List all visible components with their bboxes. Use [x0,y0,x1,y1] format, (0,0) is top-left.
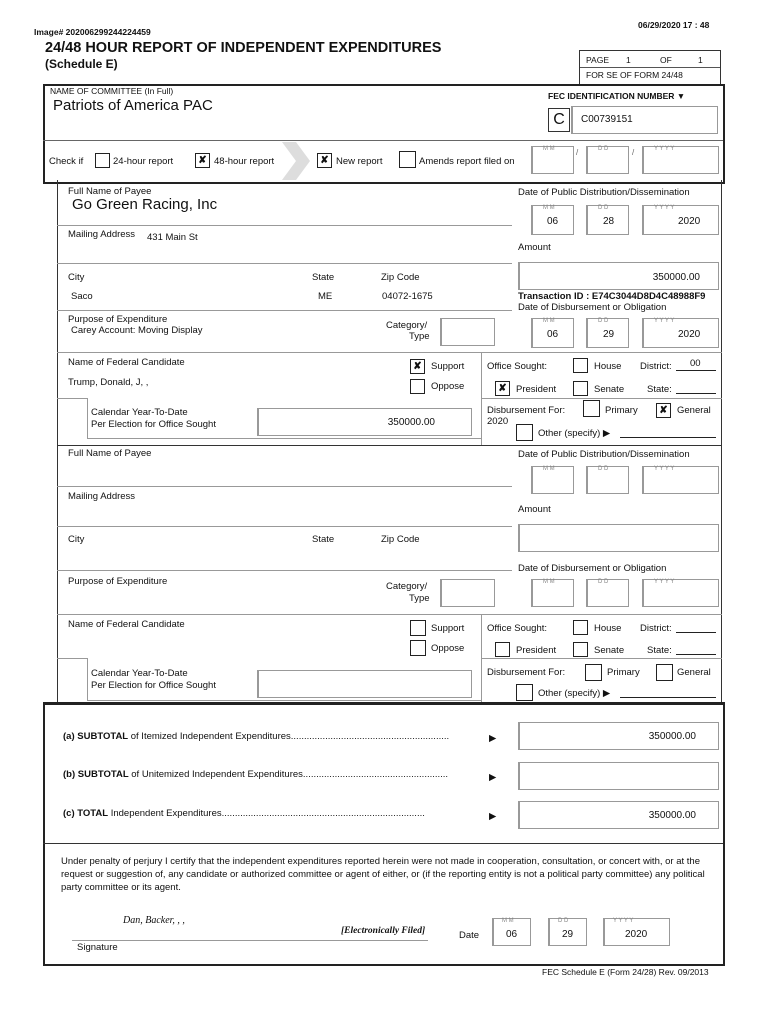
signature-line [72,940,428,941]
pub-dd-value: 28 [603,216,615,227]
disb-dd-value: 29 [603,329,615,340]
purpose-value: Carey Account: Moving Display [71,325,203,336]
subtotal-a-label [63,731,449,742]
image-id: Image# 202006299244224459 [34,27,151,37]
certification-text: Under penalty of perjury I certify that the independent expenditures reported herein were not made in cooperation, consultation, or concert with, or at the request or suggestion of, any candidate or authorized committee or agent of either, or (if the reporting entity is not a political party committee) any political party committee or its agent. [61,856,705,893]
house-checkbox[interactable] [573,620,588,635]
signature-label: Signature [77,942,118,953]
disb-dd-field[interactable] [586,579,629,607]
pub-mm-value: 06 [547,216,559,227]
transaction-id: Transaction ID : E74C3044D8D4C48988F9 [518,291,706,302]
oppose-label: Oppose [431,643,465,654]
other-checkbox[interactable] [516,424,533,441]
general-label: General [677,405,711,416]
yyyy-placeholder: Y Y Y Y [654,466,675,472]
mm-placeholder: M M [543,579,555,585]
timestamp: 06/29/2020 17 : 48 [638,20,710,30]
24-hour-checkbox[interactable] [95,153,110,168]
subtotal-a-value: 350000.00 [648,731,696,742]
mailing-label: Mailing Address [68,229,136,240]
entry-divider [57,445,722,446]
total-c-text: Independent Expenditures............................................................................. [110,808,425,819]
office-sought-label: Office Sought: [487,623,548,634]
other-label: Other (specify) ▶ [538,688,611,699]
disb-dd-field[interactable] [586,318,629,348]
support-label: Support [431,623,465,634]
type-label: Type [409,331,430,342]
yyyy-placeholder: Y Y Y Y [654,318,675,324]
amends-label: Amends report filed on [419,156,515,167]
dd-placeholder: D D [598,579,609,585]
ytd-field[interactable] [257,408,472,436]
dd-placeholder: D D [598,318,609,324]
purpose-label: Purpose of Expenditure [68,314,168,325]
disb-mm-field[interactable] [531,579,574,607]
of-label: OF [660,55,672,65]
type-label: Type [409,593,430,604]
primary-checkbox[interactable] [585,664,602,681]
candidate-label: Name of Federal Candidate [68,619,185,630]
support-checkbox[interactable]: ✘ [410,359,425,374]
page-number: 1 [626,55,631,65]
mailing-address: 431 Main St [147,232,198,243]
office-sought-label: Office Sought: [487,361,548,372]
senate-checkbox[interactable] [573,642,588,657]
ytd-label-2: Per Election for Office Sought [91,419,216,430]
oppose-checkbox[interactable] [410,379,425,394]
mm-placeholder: M M [543,318,555,324]
ytd-label-1: Calendar Year-To-Date [91,668,188,679]
entry-border [57,445,58,702]
yyyy-placeholder: Y Y Y Y [613,918,634,924]
cert-mm-value: 06 [506,929,518,940]
ytd-label-2: Per Election for Office Sought [91,680,216,691]
subtotal-b-prefix: (b) [63,769,76,780]
for-form-label: FOR SE OF FORM 24/48 [586,70,683,80]
pub-date-label: Date of Public Distribution/Dissemination [518,449,690,460]
page-total: 1 [698,55,703,65]
ytd-field[interactable] [257,670,472,698]
form-subtitle: (Schedule E) [45,57,118,71]
payee-label: Full Name of Payee [68,448,152,459]
category-field[interactable] [440,579,495,607]
amount-field[interactable] [518,524,719,552]
dd-placeholder: D D [598,146,609,152]
total-c-prefix: (c) [63,808,75,819]
disb-date-label: Date of Disbursement or Obligation [518,302,667,313]
subtotal-a-field[interactable] [518,722,719,750]
disb-mm-field[interactable] [531,318,574,348]
48-hour-label: 48-hour report [214,156,275,167]
support-label: Support [431,361,465,372]
president-checkbox[interactable]: ✘ [495,381,510,396]
zip-label: Zip Code [381,272,420,283]
date-label: Date [459,930,480,941]
oppose-label: Oppose [431,381,465,392]
house-label: House [594,623,622,634]
senate-label: Senate [594,384,625,395]
subtotal-a-bold: SUBTOTAL [77,731,129,742]
date-slash: / [576,148,579,157]
house-checkbox[interactable] [573,358,588,373]
amount-label: Amount [518,242,551,253]
president-label: President [516,384,557,395]
mailing-label: Mailing Address [68,491,136,502]
mm-placeholder: M M [543,146,555,152]
state2-label: State: [647,645,672,656]
pub-dd-field[interactable] [586,205,629,235]
general-label: General [677,667,711,678]
chevron-divider-icon [282,142,312,180]
dd-placeholder: D D [598,205,609,211]
amends-checkbox[interactable] [399,151,416,168]
district-label: District: [640,623,672,634]
city-value: Saco [71,291,93,302]
total-c-label [63,808,425,819]
mm-placeholder: M M [543,466,555,472]
district-field[interactable] [676,632,716,633]
48-hour-checkbox[interactable]: ✘ [195,153,210,168]
total-c-bold: TOTAL [77,808,109,819]
city-label: City [68,272,85,283]
pub-mm-field[interactable] [531,466,574,494]
zip-label: Zip Code [381,534,420,545]
general-checkbox[interactable]: ✘ [656,403,671,418]
pub-date-label: Date of Public Distribution/Dissemination [518,187,690,198]
house-label: House [594,361,622,372]
check-if-label: Check if [49,156,84,167]
committee-name: Patriots of America PAC [53,97,213,114]
cert-yyyy-field[interactable] [603,918,670,946]
yyyy-placeholder: Y Y Y Y [654,579,675,585]
other-field[interactable] [620,437,716,438]
dd-placeholder: D D [598,466,609,472]
yyyy-placeholder: Y Y Y Y [654,205,675,211]
state2-field[interactable] [676,393,716,394]
senate-label: Senate [594,645,625,656]
zip-value: 04072-1675 [382,291,433,302]
mm-placeholder: M M [543,205,555,211]
subtotal-b-label [63,769,448,780]
pub-yyyy-value: 2020 [678,216,701,227]
purpose-label: Purpose of Expenditure [68,576,168,587]
yyyy-placeholder: Y Y Y Y [654,146,675,152]
ytd-label-1: Calendar Year-To-Date [91,407,188,418]
state-label: State [312,534,335,545]
pub-mm-field[interactable] [531,205,574,235]
signer-name: Dan, Backer, , , [123,915,185,926]
support-checkbox[interactable] [410,620,426,636]
senate-checkbox[interactable] [573,381,588,396]
subtotal-a-text: of Itemized Independent Expenditures............................................................ [130,731,450,742]
electronically-filed: [Electronically Filed] [341,926,426,936]
disb-yyyy-field[interactable] [642,318,719,348]
other-field[interactable] [620,697,716,698]
fec-prefix-box: C [548,108,570,132]
candidate-label: Name of Federal Candidate [68,357,185,368]
fec-id-value: C00739151 [581,114,633,125]
primary-label: Primary [607,667,640,678]
pub-yyyy-field[interactable] [642,205,719,235]
new-report-checkbox[interactable]: ✘ [317,153,332,168]
cert-mm-field[interactable] [492,918,531,946]
payee-name: Go Green Racing, Inc [72,196,218,213]
form-title: 24/48 HOUR REPORT OF INDEPENDENT EXPENDITURES [45,40,442,56]
mm-placeholder: M M [502,918,514,924]
arrow-icon: ▶ [489,811,497,822]
disb-yyyy-value: 2020 [678,329,701,340]
disb-yyyy-field[interactable] [642,579,719,607]
amend-yyyy-field[interactable] [642,146,719,174]
cert-dd-value: 29 [562,929,574,940]
city-label: City [68,534,85,545]
state-value: ME [318,291,333,302]
general-checkbox[interactable] [656,664,673,681]
committee-name-label: NAME OF COMMITTEE (In Full) [50,86,174,96]
subtotal-b-field[interactable] [518,762,719,790]
arrow-icon: ▶ [489,772,497,783]
pub-yyyy-field[interactable] [642,466,719,494]
disb-date-label: Date of Disbursement or Obligation [518,563,667,574]
district-field[interactable] [676,370,716,371]
page-box [579,50,721,86]
entry-border [721,180,722,445]
category-field[interactable] [440,318,495,346]
primary-label: Primary [605,405,638,416]
24-hour-label: 24-hour report [113,156,174,167]
amend-mm-field[interactable] [531,146,574,174]
arrow-icon: ▶ [489,733,497,744]
district-label: District: [640,361,672,372]
cert-dd-field[interactable] [548,918,587,946]
fec-id-field[interactable] [571,106,718,134]
amount-value: 350000.00 [652,272,700,283]
cert-yyyy-value: 2020 [625,929,648,940]
other-label: Other (specify) ▶ [538,428,611,439]
payee-label: Full Name of Payee [68,186,152,197]
pub-dd-field[interactable] [586,466,629,494]
president-checkbox[interactable] [495,642,510,657]
state2-field[interactable] [676,654,716,655]
primary-checkbox[interactable] [583,400,600,417]
president-label: President [516,645,557,656]
district-value: 00 [690,358,701,369]
fec-id-label: FEC IDENTIFICATION NUMBER ▼ [548,91,686,101]
disb-mm-value: 06 [547,329,559,340]
dd-placeholder: D D [558,918,569,924]
other-checkbox[interactable] [516,684,533,701]
category-label: Category/ [386,320,428,331]
page-label: PAGE [586,55,609,65]
total-c-value: 350000.00 [648,810,696,821]
candidate-name: Trump, Donald, J, , [68,377,149,388]
subtotal-b-bold: SUBTOTAL [77,769,129,780]
disb-for-label: Disbursement For: [487,405,566,416]
disb-year: 2020 [487,416,509,427]
state-label: State [312,272,335,283]
date-slash: / [632,148,635,157]
amend-dd-field[interactable] [586,146,629,174]
entry-border [721,445,722,702]
disb-for-label: Disbursement For: [487,667,566,678]
amount-label: Amount [518,504,551,515]
category-label: Category/ [386,581,428,592]
ytd-value: 350000.00 [387,417,435,428]
certification-divider [43,843,723,844]
new-report-label: New report [336,156,383,167]
total-c-field[interactable] [518,801,719,829]
entry-border [57,180,58,445]
subtotal-a-prefix: (a) [63,731,75,742]
state2-label: State: [647,384,672,395]
subtotal-b-text: of Unitemized Independent Expenditures....................................................... [131,769,449,780]
form-footer: FEC Schedule E (Form 24/28) Rev. 09/2013 [542,967,709,977]
amount-field[interactable] [518,262,719,290]
oppose-checkbox[interactable] [410,640,426,656]
